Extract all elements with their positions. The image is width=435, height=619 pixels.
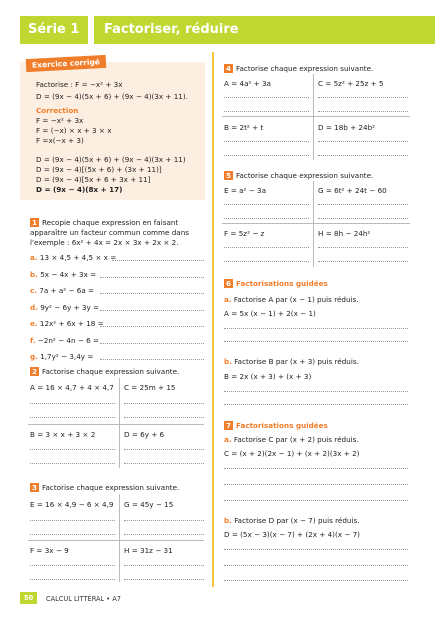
ex6-b-text: Factorise B par (x + 3) puis réduis. — [234, 357, 359, 366]
ex1-number: 1 — [32, 218, 38, 227]
ex1-item — [30, 286, 94, 295]
answer-line[interactable] — [224, 328, 408, 329]
serie-label: Série 1 — [20, 16, 88, 44]
correction-d3: D = (9x − 4)[5x + 6 + 3x + 11] — [36, 175, 151, 184]
answer-line[interactable] — [124, 565, 204, 566]
ex7-b-label: b. — [224, 516, 232, 525]
ex1-item-label: f. — [30, 335, 36, 345]
answer-line[interactable] — [318, 155, 408, 156]
ex4-number: 4 — [226, 64, 232, 73]
ex1-item-label: g. — [30, 352, 38, 361]
correction-d1: D = (9x − 4)(5x + 6) + (9x − 4)(3x + 11) — [36, 155, 186, 164]
ex5-expr-e: E = a² − 3a — [224, 186, 266, 195]
ex1-item-text: 7a + a² − 6a = — [39, 286, 95, 295]
ex6-title — [224, 279, 328, 288]
ex7-b-instruction — [224, 516, 359, 525]
correction-heading: Correction — [36, 106, 79, 115]
ex1-item-label: a. — [30, 253, 38, 262]
answer-line[interactable] — [124, 534, 204, 535]
page-header — [0, 0, 435, 48]
ex7-number: 7 — [226, 421, 232, 430]
answer-line[interactable] — [318, 247, 408, 248]
ex7-title-text: Factorisations guidées — [236, 421, 328, 430]
corrige-line-1: Factorise : F = −x² + 3x — [36, 80, 123, 89]
answer-line[interactable] — [124, 403, 204, 404]
answer-line[interactable] — [30, 449, 115, 450]
ex3-intro — [30, 483, 179, 492]
ex6-title-text: Factorisations guidées — [236, 279, 328, 288]
ex1-item-label: e. — [30, 319, 38, 328]
ex1-item — [30, 303, 99, 312]
ex4-expr-c: C = 5z² + 25z + 5 — [318, 79, 384, 88]
ex7-b-text: Factorise D par (x − 7) puis réduis. — [234, 516, 360, 525]
answer-line[interactable] — [30, 417, 115, 418]
ex1-intro-3: l'exemple : 6x² + 4x = 2x × 3x + 2x × 2. — [30, 238, 179, 247]
ex4-vertical-separator — [313, 74, 314, 160]
answer-line[interactable] — [100, 359, 204, 360]
ex1-item-text: 5x − 4x + 3x = — [40, 269, 97, 279]
ex5-expr-f: F = 5z² − z — [224, 229, 265, 238]
ex2-expr-a: A = 16 × 4,7 + 4 × 4,7 — [30, 383, 114, 392]
answer-line[interactable] — [124, 520, 204, 521]
ex4-expr-a: A = 4a² + 3a — [224, 79, 271, 88]
page-title: Factoriser, réduire — [94, 16, 435, 44]
ex2-horizontal-separator — [28, 424, 204, 425]
answer-line[interactable] — [224, 261, 309, 262]
ex2-expr-d: D = 6y + 6 — [124, 430, 165, 439]
corrige-line-2: D = (9x − 4)(5x + 6) + (9x − 4)(3x + 11). — [36, 92, 188, 101]
ex1-intro-text-1: Recopie chaque expression en faisant — [42, 218, 179, 227]
ex5-vertical-separator — [313, 181, 314, 267]
answer-line[interactable] — [124, 449, 204, 450]
column-divider — [212, 52, 214, 587]
correction-f3: F =x(−x + 3) — [36, 136, 84, 145]
ex5-expr-g: G = 6t² + 24t − 60 — [318, 186, 387, 195]
answer-line[interactable] — [224, 484, 408, 485]
ex4-intro — [224, 64, 373, 73]
ex6-a-text: Factorise A par (x − 1) puis réduis. — [233, 295, 359, 304]
ex1-item — [30, 270, 96, 279]
correction-d4: D = (9x − 4)(8x + 17) — [36, 185, 123, 194]
ex1-item-label: d. — [30, 302, 38, 312]
answer-line[interactable] — [100, 277, 204, 278]
answer-line[interactable] — [30, 579, 115, 580]
ex1-item-text: 12x² + 6x + 18 = — [39, 319, 104, 328]
answer-line[interactable] — [318, 204, 408, 205]
ex6-b-label: b. — [224, 357, 232, 366]
ex5-intro — [224, 171, 373, 180]
ex6-b-instruction — [224, 357, 359, 366]
answer-line[interactable] — [224, 204, 309, 205]
correction-f2: F = (−x) × x + 3 × x — [36, 126, 112, 135]
answer-line[interactable] — [100, 293, 204, 294]
ex7-a-text: Factorise C par (x + 2) puis réduis. — [233, 435, 359, 444]
correction-d2: D = (9x − 4)[(5x + 6) + (3x + 11)] — [36, 165, 162, 174]
answer-line[interactable] — [318, 111, 408, 112]
ex6-a-label: a. — [224, 295, 232, 304]
answer-line[interactable] — [318, 141, 408, 142]
answer-line[interactable] — [224, 565, 408, 566]
ex1-item — [30, 336, 99, 345]
ex2-vertical-separator — [119, 378, 120, 468]
page-number: 50 — [20, 592, 37, 604]
answer-line[interactable] — [124, 579, 204, 580]
ex2-expr-c: C = 25m + 15 — [124, 383, 176, 392]
answer-line[interactable] — [224, 141, 309, 142]
ex7-title — [224, 421, 328, 430]
ex2-expr-b: B = 3 × x + 3 × 2 — [30, 430, 96, 439]
ex4-intro-text: Factorise chaque expression suivante. — [236, 64, 374, 73]
answer-line[interactable] — [124, 463, 204, 464]
answer-line[interactable] — [30, 565, 115, 566]
ex3-expr-h: H = 31z − 31 — [124, 546, 173, 555]
ex1-item — [30, 253, 116, 262]
answer-line[interactable] — [224, 468, 408, 469]
ex7-a-instruction — [224, 435, 359, 444]
answer-line[interactable] — [318, 218, 408, 219]
answer-line[interactable] — [224, 247, 309, 248]
ex1-intro-1 — [30, 218, 178, 227]
ex5-horizontal-separator — [222, 223, 410, 224]
answer-line[interactable] — [224, 97, 309, 98]
ex1-item-label: c. — [30, 286, 37, 295]
ex3-horizontal-separator — [28, 540, 204, 541]
answer-line[interactable] — [100, 326, 204, 327]
ex1-item — [30, 319, 104, 328]
answer-line[interactable] — [318, 261, 408, 262]
answer-line[interactable] — [30, 403, 115, 404]
ex7-a-label: a. — [224, 435, 232, 444]
answer-line[interactable] — [112, 260, 204, 261]
ex2-intro — [30, 367, 179, 376]
ex1-item — [30, 352, 93, 361]
ex3-expr-g: G = 45y − 15 — [124, 500, 174, 509]
ex1-item-label: b. — [30, 269, 38, 279]
answer-line[interactable] — [124, 417, 204, 418]
ex4-expr-b: B = 2t² + t — [224, 123, 264, 132]
answer-line[interactable] — [224, 549, 408, 550]
answer-line[interactable] — [100, 343, 204, 344]
ex3-vertical-separator — [119, 494, 120, 582]
ex3-expr-f: F = 3x − 9 — [30, 546, 69, 555]
footer-text: CALCUL LITTÉRAL • A7 — [46, 595, 121, 603]
ex5-expr-h: H = 8h − 24h² — [318, 229, 371, 238]
ex7-a-expression: C = (x + 2)(2x − 1) + (x + 2)(3x + 2) — [224, 449, 360, 458]
answer-line[interactable] — [224, 341, 408, 342]
answer-line[interactable] — [224, 404, 408, 405]
ex3-expr-e: E = 16 × 4,9 − 6 × 4,9 — [30, 500, 114, 509]
answer-line[interactable] — [224, 155, 309, 156]
ex6-a-instruction — [224, 295, 359, 304]
answer-line[interactable] — [224, 500, 408, 501]
correction-f1: F = −x² + 3x — [36, 116, 84, 125]
ex4-expr-d: D = 18b + 24b² — [318, 123, 376, 132]
answer-line[interactable] — [30, 534, 115, 535]
ex2-intro-text: Factorise chaque expression suivante. — [42, 367, 180, 376]
corrected-exercise-tag: Exercice corrigé — [26, 55, 107, 72]
ex1-item-text: 9y² − 6y + 3y = — [40, 302, 100, 312]
ex5-intro-text: Factorise chaque expression suivante. — [236, 171, 374, 180]
answer-line[interactable] — [318, 97, 408, 98]
answer-line[interactable] — [224, 391, 408, 392]
answer-line[interactable] — [30, 520, 115, 521]
answer-line[interactable] — [224, 218, 309, 219]
ex3-number: 3 — [32, 483, 38, 492]
ex1-item-text: −2n² − 4n − 6 = — [37, 335, 99, 345]
ex3-intro-text: Factorise chaque expression suivante. — [42, 483, 180, 492]
ex1-intro-2: apparaître un facteur commun comme dans — [30, 228, 190, 237]
answer-line[interactable] — [224, 111, 309, 112]
ex1-item-text: 13 × 4,5 + 4,5 × x = — [39, 253, 117, 262]
ex2-number: 2 — [32, 367, 38, 376]
ex6-number: 6 — [226, 279, 232, 288]
ex7-b-expression: D = (5x − 3)(x − 7) + (2x + 4)(x − 7) — [224, 530, 360, 539]
ex5-number: 5 — [226, 171, 232, 180]
ex4-horizontal-separator — [222, 116, 410, 117]
ex1-item-text: 1,7y² − 3,4y = — [40, 352, 94, 361]
ex6-a-expression: A = 5x (x − 1) + 2(x − 1) — [224, 309, 316, 318]
answer-line[interactable] — [224, 580, 408, 581]
answer-line[interactable] — [30, 463, 115, 464]
ex6-b-expression: B = 2x (x + 3) + (x + 3) — [224, 372, 312, 381]
answer-line[interactable] — [100, 310, 204, 311]
